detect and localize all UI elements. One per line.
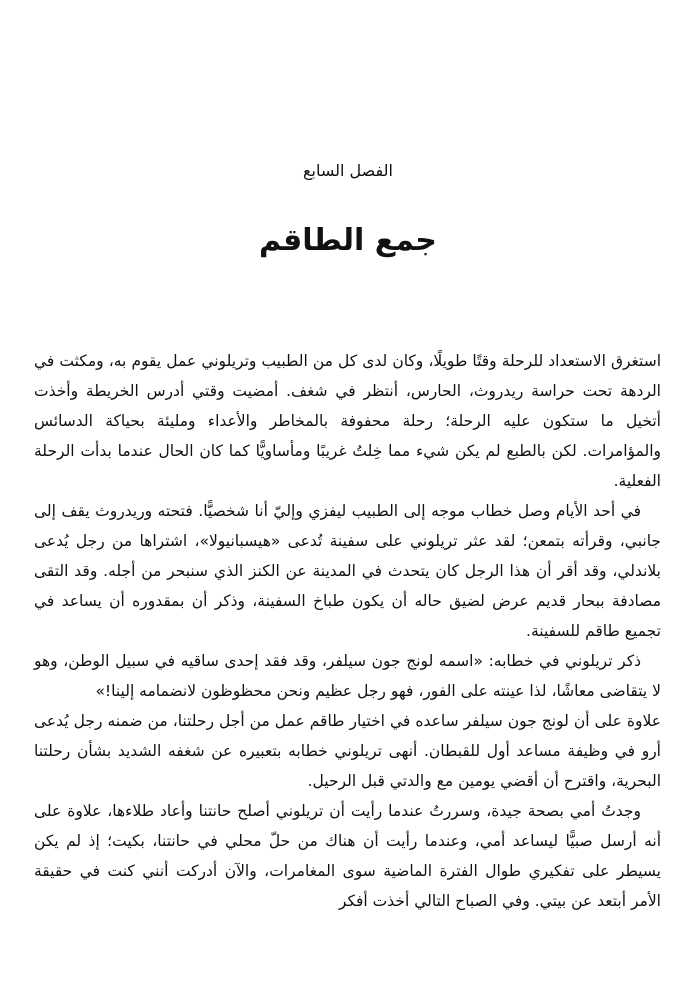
paragraph-2: في أحد الأيام وصل خطاب موجه إلى الطبيب ليفزي وإليّ أنا شخصيًّا. فتحته وريدروث يقف إلى جانبي، وقرأته بتمعن؛ لقد عثر تريلوني على سفينة تُدعى «هيسبانيولا»، اشتراها من رجل يُدعى بلاندلي، وقد أقر أن هذا الرجل كان يتحدث في المدينة عن الكنز الذي سنبحر من أجله. وقد التقى مصادفة ببحار قديم عرض لضيق حاله أن يكون طباخ السفينة، وذكر أن بمقدوره أن يساعد في تجميع طاقم للسفينة. bbox=[34, 502, 661, 640]
paragraph-5: وجدتُ أمي بصحة جيدة، وسررتُ عندما رأيت أن تريلوني أصلح حانتنا وأعاد طلاءها، علاوة على أنه أرسل صبيًّا ليساعد أمي، وعندما رأيت أن هناك من حلّ محلي في حانتنا، بكيت؛ إذ لم يكن يسيطر على تفكيري طوال الفترة الماضية سوى المغامرات، والآن أدركت أنني كنت في حقيقة الأمر أبتعد عن بيتي. وفي الصباح التالي أخذت أفكر bbox=[34, 802, 661, 910]
paragraph-1: استغرق الاستعداد للرحلة وقتًا طويلًا، وكان لدى كل من الطبيب وتريلوني عمل يقوم به، ومكثت في الردهة تحت حراسة ريدروث، الحارس، أنتظر في شغف. أمضيت وقتي أدرس الخريطة وأخذت أتخيل ما ستكون عليه الرحلة؛ رحلة محفوفة بالمخاطر والأعداء ومليئة بحياكة الدسائس والمؤامرات. لكن بالطبع لم يكن شيء مما خِلتُ غريبًا ومأساويًّا كما كان الحال عندما بدأت الرحلة الفعلية. bbox=[34, 352, 661, 490]
chapter-title: جمع الطاقم bbox=[259, 223, 437, 258]
chapter-body bbox=[34, 346, 661, 916]
chapter-label: الفصل السابع bbox=[303, 161, 393, 180]
paragraph-3: ذكر تريلوني في خطابه: «اسمه لونج جون سيلفر، وقد فقد إحدى ساقيه في سبيل الوطن، وهو لا يتقاضى معاشًا، لذا عينته على الفور، فهو رجل عظيم ونحن محظوظون لانضمامه إلينا!» bbox=[34, 652, 661, 700]
paragraph-4: علاوة على أن لونج جون سيلفر ساعده في اختيار طاقم عمل من أجل رحلتنا، من ضمنه رجل يُدعى أرو في وظيفة مساعد أول للقبطان. أنهى تريلوني خطابه بتعبيره عن شغفه الشديد بشأن رحلتنا البحرية، واقترح أن أقضي يومين مع والدتي قبل الرحيل. bbox=[34, 712, 661, 790]
